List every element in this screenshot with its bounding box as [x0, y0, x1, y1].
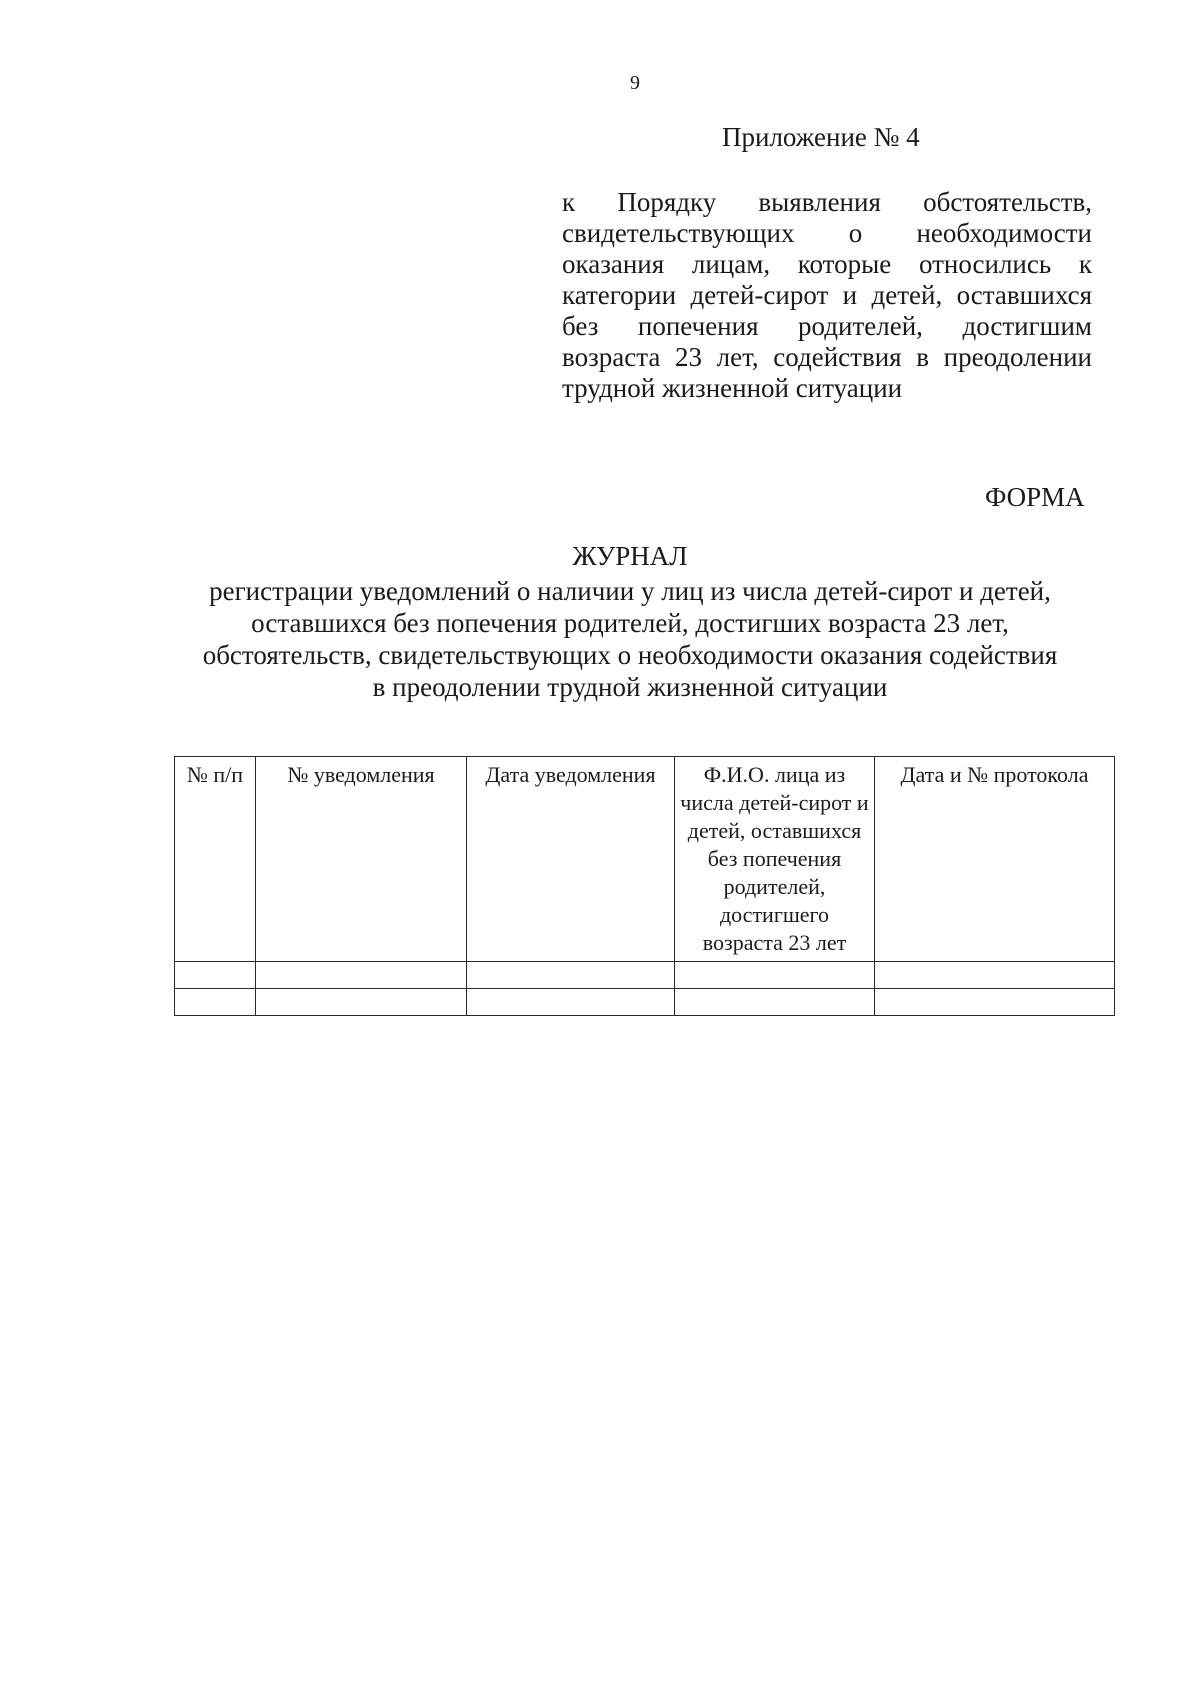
appendix-reference-line: возраста 23 лет, содействия в преодолении — [562, 342, 1092, 372]
journal-subtitle-line: оставшихся без попечения родителей, достигших возраста 23 лет, — [251, 608, 1009, 638]
column-header-full-name: Ф.И.О. лица из числа детей-сирот и детей, оставшихся без попечения родителей, достигшего возраста 23 лет — [675, 757, 875, 962]
column-header-number: № п/п — [175, 757, 256, 962]
journal-subtitle — [180, 575, 1080, 703]
column-header-protocol: Дата и № протокола — [875, 757, 1115, 962]
appendix-reference-line: категории детей-сирот и детей, оставшихся — [562, 280, 1092, 310]
table-row — [175, 989, 1115, 1016]
journal-subtitle-line: обстоятельств, свидетельствующих о необходимости оказания содействия — [202, 640, 1058, 670]
form-label: ФОРМА — [985, 482, 1085, 512]
table-cell[interactable] — [675, 962, 875, 989]
column-header-notification-date: Дата уведомления — [467, 757, 675, 962]
table-cell[interactable] — [256, 989, 467, 1016]
table-cell[interactable] — [175, 989, 256, 1016]
table-row — [175, 962, 1115, 989]
appendix-reference-line: без попечения родителей, достигшим — [562, 311, 1092, 341]
table-header-row — [175, 757, 1115, 962]
appendix-reference-line: свидетельствующих о необходимости — [562, 218, 1092, 248]
appendix-title: Приложение № 4 — [722, 122, 920, 152]
journal-subtitle-line: регистрации уведомлений о наличии у лиц из числа детей-сирот и детей, — [209, 576, 1051, 606]
journal-subtitle-line: в преодолении трудной жизненной ситуации — [372, 672, 888, 702]
table-cell[interactable] — [175, 962, 256, 989]
table-cell[interactable] — [256, 962, 467, 989]
appendix-reference-line: трудной жизненной ситуации — [562, 373, 903, 403]
table-cell[interactable] — [675, 989, 875, 1016]
table-cell[interactable] — [467, 989, 675, 1016]
column-header-notification-number: № уведомления — [256, 757, 467, 962]
appendix-reference — [562, 187, 1092, 404]
table-cell[interactable] — [467, 962, 675, 989]
table-cell[interactable] — [875, 962, 1115, 989]
table-cell[interactable] — [875, 989, 1115, 1016]
appendix-reference-line: к Порядку выявления обстоятельств, — [562, 187, 1092, 217]
registration-table — [174, 756, 1115, 1016]
appendix-reference-line: оказания лицам, которые относились к — [562, 249, 1092, 279]
page-number: 9 — [630, 72, 640, 94]
journal-title: ЖУРНАЛ — [572, 541, 688, 571]
